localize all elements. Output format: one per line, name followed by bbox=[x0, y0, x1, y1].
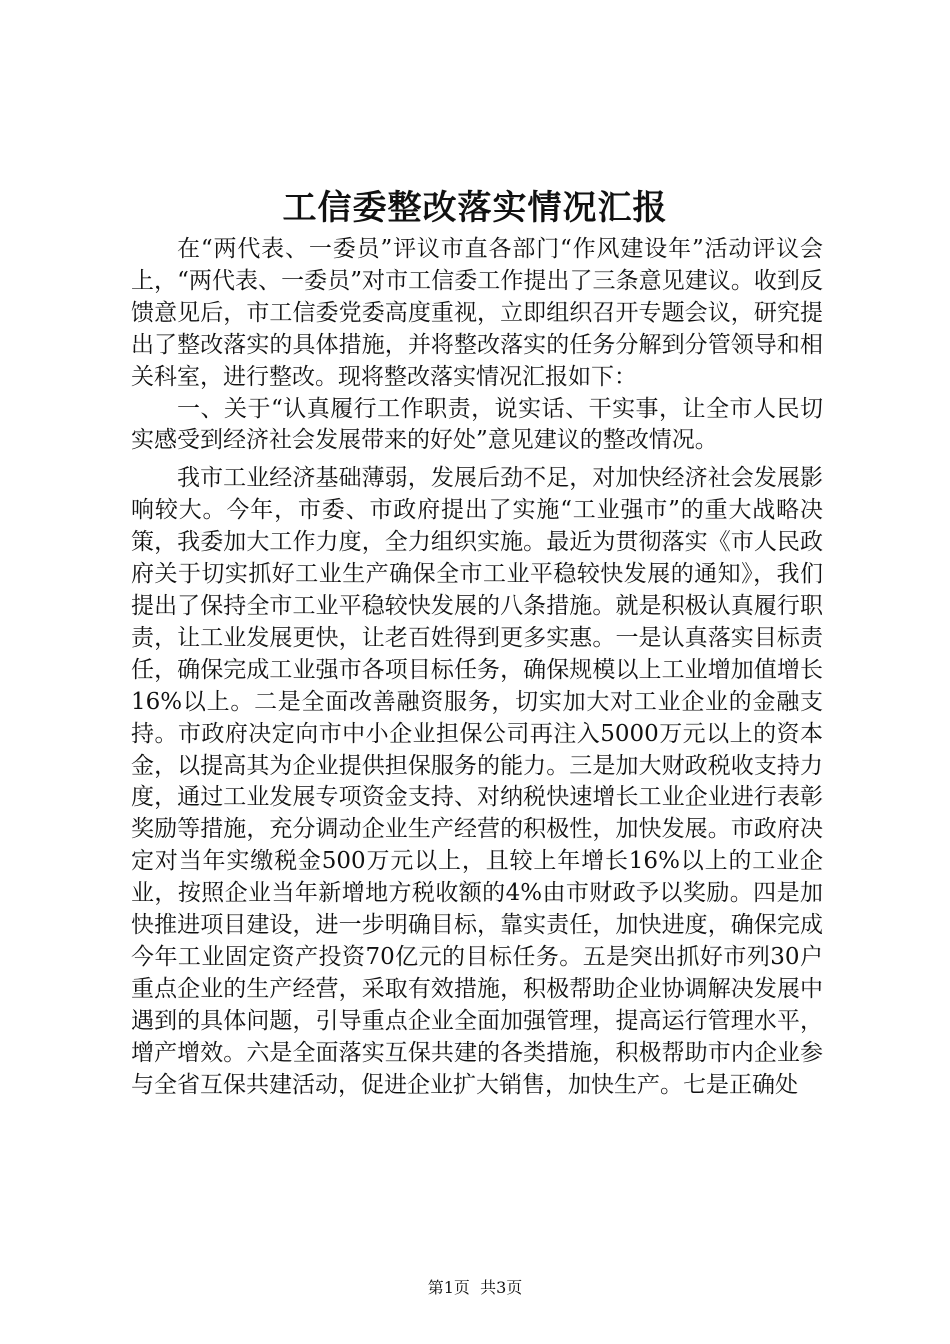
paragraph-section-heading: 一、关于“认真履行工作职责，说实话、干实事，让全市人民切实感受到经济社会发展带来的好处”意见建议的整改情况。 bbox=[131, 395, 823, 454]
footer-spacer bbox=[470, 1278, 480, 1297]
page-number-current: 第1页 bbox=[427, 1278, 470, 1297]
document-body bbox=[131, 234, 823, 1101]
document-title: 工信委整改落实情况汇报 bbox=[282, 188, 668, 228]
paragraph-measures: 我市工业经济基础薄弱，发展后劲不足，对加快经济社会发展影响较大。今年，市委、市政府提出了实施“工业强市”的重大战略决策，我委加大工作力度，全力组织实施。最近为贯彻落实《市人民政府关于切实抓好工业生产确保全市工业平稳较快发展的通知》，我们提出了保持全市工业平稳较快发展的八条措施。就是积极认真履行职责，让工业发展更快，让老百姓得到更多实惠。一是认真落实目标责任，确保完成工业强市各项目标任务，确保规模以上工业增加值增长16%以上。二是全面改善融资服务，切实加大对工业企业的金融支持。市政府决定向市中小企业担保公司再注入5000万元以上的资本金，以提高其为企业提供担保服务的能力。三是加大财政税收支持力度，通过工业发展专项资金支持、对纳税快速增长工业企业进行表彰奖励等措施，充分调动企业生产经营的积极性，加快发展。市政府决定对当年实缴税金500万元以上，且较上年增长16%以上的工业企业，按照企业当年新增地方税收额的4%由市财政予以奖励。四是加快推进项目建设，进一步明确目标，靠实责任，加快进度，确保完成今年工业固定资产投资70亿元的目标任务。五是突出抓好市列30户重点企业的生产经营，采取有效措施，积极帮助企业协调解决发展中遇到的具体问题，引导重点企业全面加强管理，提高运行管理水平，增产增效。六是全面落实互保共建的各类措施，积极帮助市内企业参与全省互保共建活动，促进企业扩大销售，加快生产。七是正确处 bbox=[131, 465, 823, 1098]
paragraph-intro: 在“两代表、一委员”评议市直各部门“作风建设年”活动评议会上，“两代表、一委员”对市工信委工作提出了三条意见建议。收到反馈意见后，市工信委党委高度重视，立即组织召开专题会议，研究提出了整改落实的具体措施，并将整改落实的任务分解到分管领导和相关科室，进行整改。现将整改落实情况汇报如下： bbox=[131, 236, 823, 390]
page-number-total: 共3页 bbox=[480, 1278, 523, 1297]
page-footer bbox=[0, 1277, 950, 1299]
